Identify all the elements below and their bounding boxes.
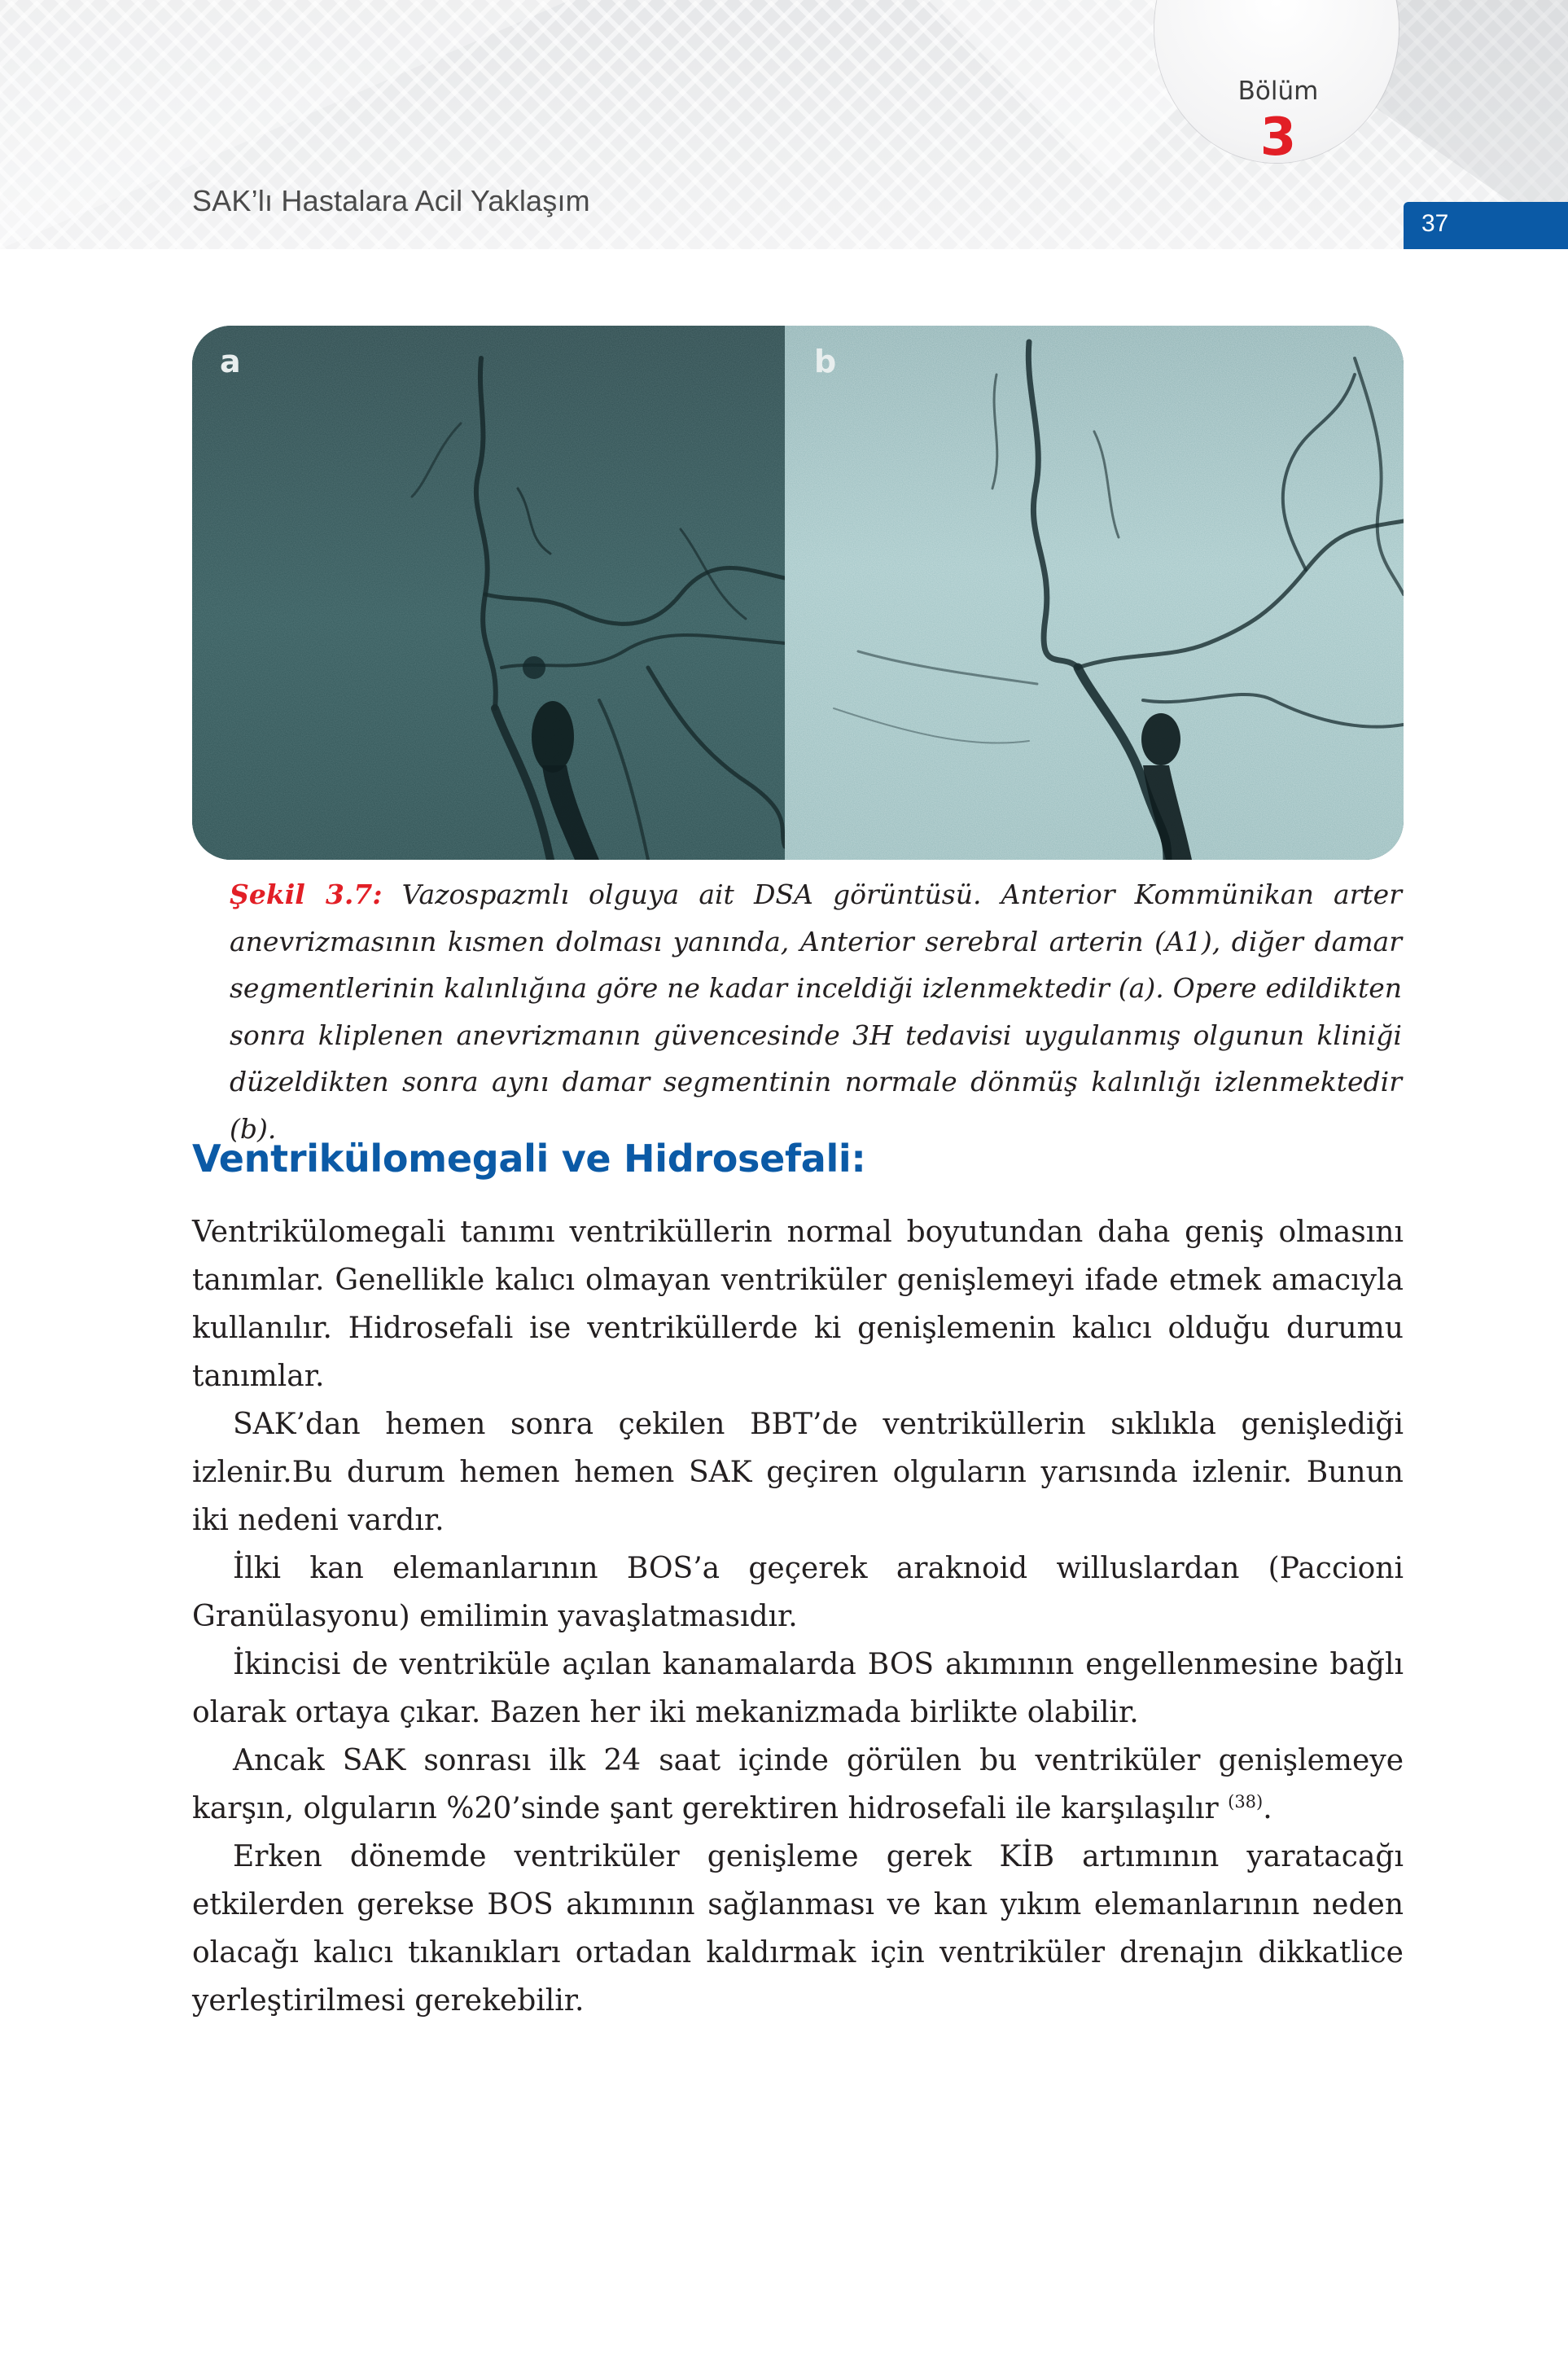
angiography-figure bbox=[192, 326, 1404, 860]
paragraph: İkincisi de ventriküle açılan kanamalarda BOS akımının engellenmesine bağlı olarak ortaya çıkar. Bazen her iki mekanizmada birlikte olabilir. bbox=[192, 1648, 1404, 1729]
figure-panel-b bbox=[785, 326, 1404, 860]
paragraph: İlki kan elemanlarının BOS’a geçerek araknoid willuslardan (Paccioni Granülasyonu) emilimin yavaşlatmasıdır. bbox=[192, 1552, 1404, 1633]
chapter-number: 3 bbox=[1259, 107, 1297, 168]
paragraph: Ventrikülomegali tanımı ventriküllerin normal boyutundan daha geniş olmasını tanımlar. Genellikle kalıcı olmayan ventriküler genişlemeyi ifade etmek amacıyla kullanılır. Hidrosefali ise ventriküllerde ki genişlemenin kalıcı olduğu durumu tanımlar. bbox=[192, 1216, 1404, 1393]
page-number: 37 bbox=[1421, 210, 1449, 237]
paragraph: SAK’dan hemen sonra çekilen BBT’de ventriküllerin sıklıkla genişlediği izlenir.Bu durum hemen hemen SAK geçiren olguların yarısında izlenir. Bunun iki nedeni vardır. bbox=[192, 1408, 1404, 1537]
paragraph-with-citation bbox=[192, 1737, 1404, 1833]
figure-panel-a bbox=[192, 326, 785, 860]
figure-caption-text: Vazospazmlı olguya ait DSA görüntüsü. Anterior Kommünikan arter anevrizmasının kısmen dolması yanında, Anterior serebral arterin (A1), diğer damar segmentlerinin kalınlığına göre ne kadar inceldiği izlenmektedir (a). Opere edildikten sonra kliplenen anevrizmanın güvencesinde 3H tedavisi uygulanmış olgunun kliniği düzeldikten sonra aynı damar segmentinin normale dönmüş kalınlığı izlenmektedir (b). bbox=[230, 878, 1402, 1145]
page-header bbox=[0, 0, 1568, 249]
panel-b-image bbox=[785, 326, 1404, 860]
figure-caption-label: Şekil 3.7: bbox=[230, 878, 383, 910]
paragraph-text: Ancak SAK sonrası ilk 24 saat içinde görülen bu ventriküler genişlemeye karşın, olguların %20’sinde şant gerektiren hidrosefali ile karşılaşılır bbox=[192, 1744, 1404, 1825]
section-heading: Ventrikülomegali ve Hidrosefali: bbox=[192, 1137, 866, 1181]
panel-b-label: b bbox=[814, 344, 837, 379]
panel-a-label: a bbox=[220, 344, 241, 379]
citation-reference: (38) bbox=[1228, 1792, 1264, 1812]
section-body bbox=[192, 1208, 1404, 2025]
chapter-word: Bölüm bbox=[1237, 77, 1319, 106]
running-title: SAK’lı Hastalara Acil Yaklaşım bbox=[192, 184, 590, 217]
panel-a-image bbox=[192, 326, 785, 860]
paragraph-end: . bbox=[1263, 1792, 1272, 1825]
figure-caption bbox=[230, 871, 1402, 1152]
paragraph: Erken dönemde ventriküler genişleme gerek KİB artımının yaratacağı etkilerden gerekse BOS akımının sağlanması ve kan yıkım elemanlarının neden olacağı kalıcı tıkanıkları ortadan kaldırmak için ventriküler drenajın dikkatlice yerleştirilmesi gerekebilir. bbox=[192, 1840, 1404, 2018]
